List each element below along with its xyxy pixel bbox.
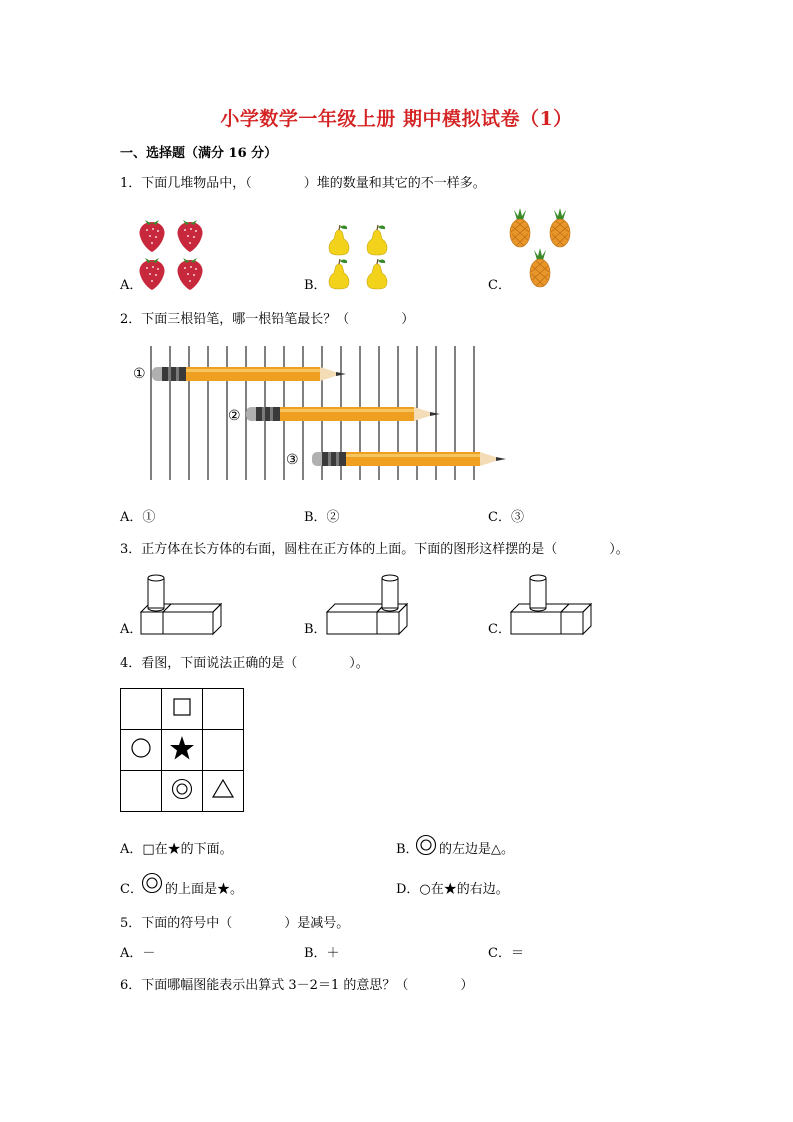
grid-cell [203, 771, 244, 812]
grid-cell [121, 771, 162, 812]
question-5-option-c: C．＝ [488, 946, 524, 961]
question-6-text: 6．下面哪幅图能表示出算式 3－2＝1 的意思？（ ） [120, 978, 474, 993]
position-grid [120, 688, 244, 812]
square-icon [172, 697, 192, 717]
shapes-option-b-diagram [326, 574, 408, 636]
question-4-option-b-suffix: 的左边是△。 [439, 842, 514, 857]
triangle-icon [211, 778, 235, 800]
question-3-text: 3．正方体在长方体的右面，圆柱在正方体的上面。下面的图形这样摆的是（ ）。 [120, 542, 629, 557]
grid-cell [203, 689, 244, 730]
grid-cell [162, 689, 203, 730]
question-4-option-b-prefix: B． [396, 842, 419, 857]
circle-icon [130, 737, 152, 759]
question-1-text: 1．下面几堆物品中，（ ）堆的数量和其它的不一样多。 [120, 176, 486, 191]
double-circle-icon [415, 834, 437, 856]
question-2-option-c: C．③ [488, 510, 524, 525]
question-2-text: 2．下面三根铅笔，哪一根铅笔最长？（ ） [120, 312, 415, 327]
strawberry-icon [136, 216, 208, 292]
double-circle-icon [171, 778, 193, 800]
question-1-option-c: C． [488, 278, 511, 293]
pencil-diagram [130, 346, 480, 482]
question-1-option-b: B． [304, 278, 327, 293]
grid-cell [162, 730, 203, 771]
section-heading: 一、选择题（满分 16 分） [120, 146, 278, 161]
question-4-text: 4．看图，下面说法正确的是（ ）。 [120, 656, 369, 671]
pencil-label-3: ③ [286, 452, 299, 468]
page-title: 小学数学一年级上册 期中模拟试卷（1） [220, 108, 573, 130]
question-5-text: 5．下面的符号中（ ）是减号。 [120, 916, 350, 931]
grid-cell [162, 771, 203, 812]
pineapple-icon [506, 208, 576, 290]
question-1-option-a: A． [120, 278, 143, 293]
shapes-option-a-diagram [140, 574, 222, 636]
grid-cell [121, 689, 162, 730]
star-icon [169, 735, 195, 761]
question-5-option-b: B．＋ [304, 946, 340, 961]
pencil-label-2: ② [228, 408, 241, 424]
question-5-option-a: A．－ [120, 946, 156, 961]
double-circle-icon [141, 872, 163, 894]
question-2-option-a: A．① [120, 510, 156, 525]
grid-cell [121, 730, 162, 771]
question-3-option-a: A． [120, 622, 143, 637]
question-3-option-b: B． [304, 622, 327, 637]
question-4-option-c-prefix: C． [120, 882, 143, 897]
question-4-option-d: D．○在★的右边。 [396, 882, 509, 897]
question-3-option-c: C． [488, 622, 511, 637]
pear-icon [324, 224, 394, 290]
question-4-option-c-suffix: 的上面是★。 [165, 882, 244, 897]
shapes-option-c-diagram [510, 574, 592, 636]
question-4-option-a: A．□在★的下面。 [120, 842, 233, 857]
question-2-option-b: B．② [304, 510, 340, 525]
pencil-label-1: ① [133, 366, 146, 382]
grid-cell [203, 730, 244, 771]
